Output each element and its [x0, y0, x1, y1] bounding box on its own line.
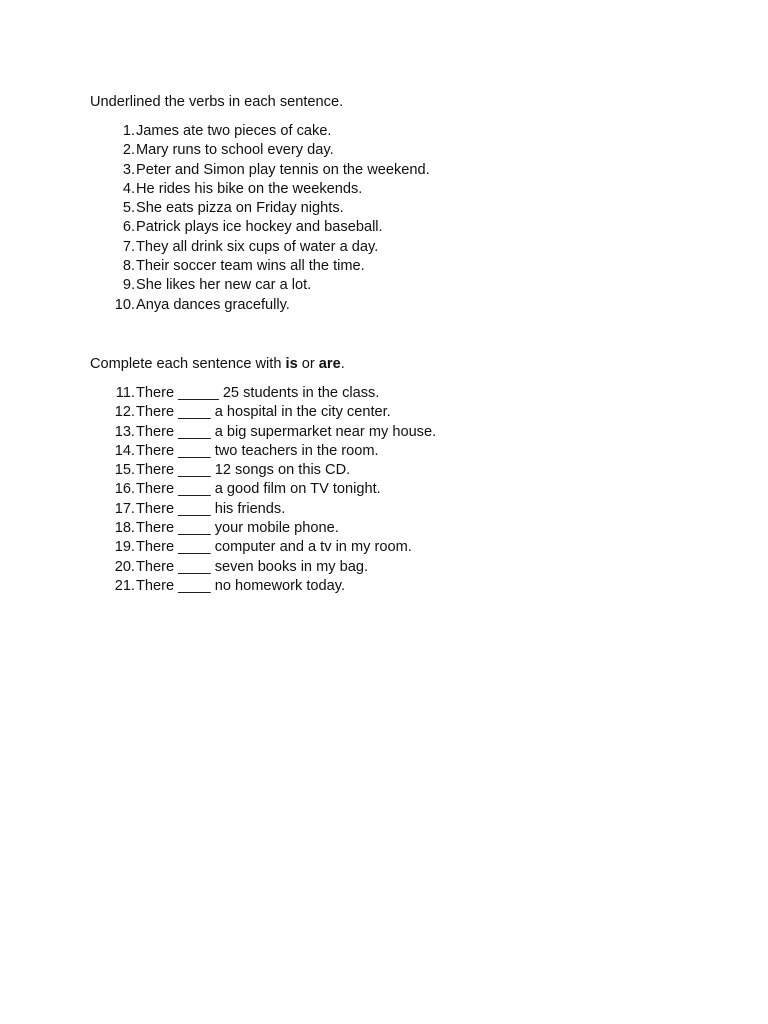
instruction-or: or: [297, 356, 319, 372]
item-text: Their soccer team wins all the time.: [136, 258, 365, 275]
instruction-suffix: .: [340, 356, 345, 372]
item-text: Anya dances gracefully.: [136, 296, 290, 313]
item-text: There ____ his friends.: [136, 500, 286, 517]
item-number: 9.: [122, 277, 135, 294]
item-number: 21.: [114, 577, 135, 594]
keyword-is: is: [285, 356, 298, 372]
item-number: 19.: [114, 539, 135, 556]
list-item: [108, 199, 430, 218]
list-item: [108, 161, 430, 180]
list-item: [108, 403, 436, 422]
list-item: [108, 480, 436, 499]
item-text: There ____ 12 songs on this CD.: [136, 462, 351, 479]
item-number: 5.: [122, 200, 135, 217]
item-text: He rides his bike on the weekends.: [136, 180, 363, 197]
section2-instruction: [90, 355, 345, 374]
list-item: [108, 423, 436, 442]
item-text: She eats pizza on Friday nights.: [136, 200, 344, 217]
keyword-are: are: [318, 356, 341, 372]
list-item: [108, 577, 436, 596]
item-number: 6.: [122, 219, 135, 236]
list-item: [108, 538, 436, 557]
item-text: There ____ a hospital in the city center.: [136, 404, 391, 421]
list-item: [108, 558, 436, 577]
list-item: [108, 519, 436, 538]
item-number: 16.: [114, 481, 135, 498]
list-item: [108, 461, 436, 480]
item-text: There ____ your mobile phone.: [136, 520, 339, 537]
item-text: Mary runs to school every day.: [136, 142, 334, 159]
item-text: There ____ a good film on TV tonight.: [136, 481, 381, 498]
item-number: 11.: [115, 385, 135, 401]
item-text: Patrick plays ice hockey and baseball.: [136, 219, 383, 236]
item-text: There ____ a big supermarket near my house.: [136, 423, 437, 440]
list-item: [108, 257, 430, 276]
item-number: 17.: [114, 500, 135, 517]
fill-in-sentence-list: [108, 384, 436, 596]
item-number: 15.: [114, 462, 135, 479]
list-item: [108, 500, 436, 519]
section1-instruction: Underlined the verbs in each sentence.: [90, 94, 344, 110]
item-text: Peter and Simon play tennis on the weekend.: [136, 161, 430, 178]
item-number: 18.: [114, 520, 135, 537]
verb-sentence-list: [108, 122, 430, 315]
list-item: [108, 141, 430, 160]
item-text: There ____ no homework today.: [136, 577, 346, 594]
item-number: 2.: [122, 142, 135, 159]
item-number: 3.: [122, 161, 135, 178]
list-item: [108, 442, 436, 461]
item-text: She likes her new car a lot.: [136, 277, 312, 294]
item-text: They all drink six cups of water a day.: [136, 238, 379, 255]
item-text: There ____ computer and a tv in my room.: [136, 539, 412, 556]
item-number: 12.: [114, 404, 135, 421]
item-number: 1.: [122, 123, 135, 139]
item-number: 4.: [122, 180, 135, 197]
item-text: There ____ seven books in my bag.: [136, 558, 369, 575]
item-text: James ate two pieces of cake.: [136, 123, 332, 139]
list-item: [108, 180, 430, 199]
item-number: 14.: [114, 442, 135, 459]
list-item: [108, 296, 430, 315]
item-number: 8.: [122, 258, 135, 275]
list-item: [108, 384, 436, 403]
item-text: There ____ two teachers in the room.: [136, 442, 379, 459]
list-item: [108, 238, 430, 257]
instruction-prefix: Complete each sentence with: [90, 356, 286, 372]
list-item: [108, 276, 430, 295]
item-number: 13.: [114, 423, 135, 440]
list-item: [108, 122, 430, 141]
item-number: 7.: [122, 238, 135, 255]
item-text: There _____ 25 students in the class.: [136, 385, 380, 401]
item-number: 20.: [114, 558, 135, 575]
item-number: 10.: [114, 296, 135, 313]
list-item: [108, 218, 430, 237]
